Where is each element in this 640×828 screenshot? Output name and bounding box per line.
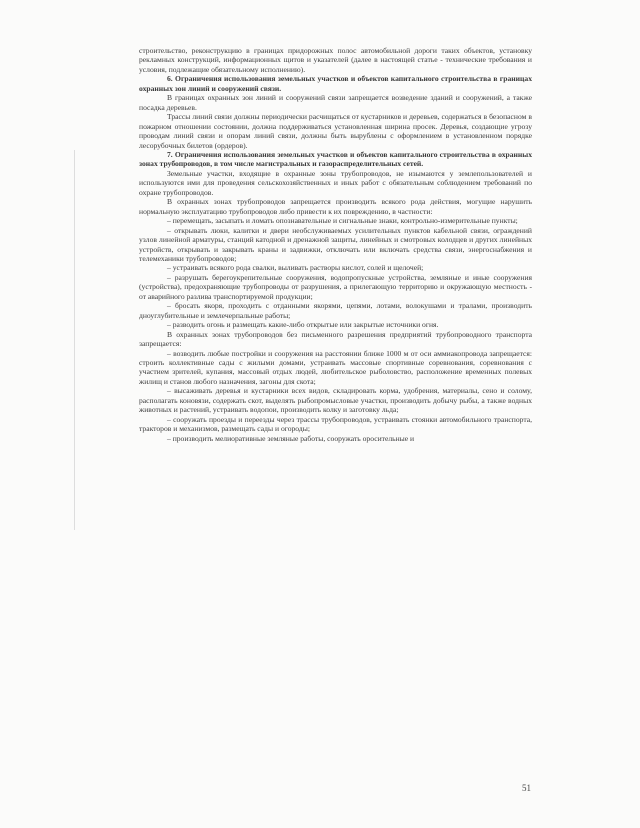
page-number: 51 (522, 783, 531, 793)
paragraph: В границах охранных зон линий и сооружений связи запрещается возведение зданий и сооружений, а также посадка деревьев. (139, 93, 532, 112)
paragraph: – бросать якоря, проходить с отданными якорями, цепями, лотами, волокушами и тралами, производить дноуглубительные и землечерпальные работы; (139, 301, 532, 320)
paragraph: – сооружать проезды и переезды через трассы трубопроводов, устраивать стоянки автомобильного транспорта, тракторов и механизмов, размещать сады и огороды; (139, 414, 532, 434)
paragraph: – устраивать всякого рода свалки, выливать растворы кислот, солей и щелочей; (167, 263, 424, 273)
section-heading: 7. Ограничения использования земельных участков и объектов капитального строительства в охранных зонах трубопроводов, в том числе магистральных и газораспределительных сетей. (139, 149, 532, 169)
paragraph: – производить мелиоративные земляные работы, сооружать оросительные и (167, 433, 415, 443)
paragraph: – перемещать, засыпать и ломать опознавательные и сигнальные знаки, контрольно-измерительные пункты; (167, 216, 518, 226)
paragraph: – разрушать берегоукрепительные сооружения, водопропускные устройства, земляные и иные сооружения (устройства), предохраняющие трубопроводы от разрушения, а прилегающую территорию и окружающую местность - от аварийного разлива транспортируемой продукции; (139, 272, 532, 301)
paragraph: – открывать люки, калитки и двери необслуживаемых усилительных пунктов кабельной связи, ограждений узлов линейной арматуры, станций катодной и дренажной защиты, линейных и смотровых колодцев и других линейных устройств, открывать и закрывать краны и задвижки, отключать или включать средства связи, энергоснабжения и телемеханики трубопроводов; (139, 225, 532, 263)
paragraph: В охранных зонах трубопроводов без письменного разрешения предприятий трубопроводного транспорта запрещается: (139, 329, 532, 349)
paragraph: – возводить любые постройки и сооружения на расстоянии ближе 1000 м от оси аммиакопровода запрещается: строить коллективные сады с жилыми домами, устраивать массовые спортивные соревнования, соревнования с участием зрителей, купания, массовый отдых людей, любительское рыболовство, расположение временных полевых жилищ и станов любого назначения, загоны для скота; (139, 348, 532, 386)
scan-edge-line (74, 150, 75, 530)
paragraph: строительство, реконструкцию в границах придорожных полос автомобильной дороги таких объектов, установку рекламных конструкций, информационных щитов и указателей (далее в настоящей статье - технические требования и условия, подлежащие обязательному исполнению). (139, 46, 532, 74)
paragraph: В охранных зонах трубопроводов запрещается производить всякого рода действия, могущие нарушить нормальную эксплуатацию трубопроводов либо привести к их повреждению, в частности: (139, 197, 532, 216)
paragraph: – высаживать деревья и кустарники всех видов, складировать корма, удобрения, материалы, сено и солому, располагать коновязи, содержать скот, выделять рыбопромысловые участки, производить добычу рыбы, а также водных животных и растений, устраивать водопои, производить колку и заготовку льда; (139, 386, 532, 415)
paragraph: – разводить огонь и размещать какие-либо открытые или закрытые источники огня. (167, 320, 439, 330)
paragraph: Трассы линий связи должны периодически расчищаться от кустарников и деревьев, содержаться в безопасном в пожарном отношении состоянии, должна поддерживаться установленная ширина просек. Деревья, создающие угрозу проводам линий связи и опорам линий связи, должны быть вырублены с оформлением в установленном порядке лесорубочных билетов (ордеров). (139, 112, 532, 150)
paragraph: Земельные участки, входящие в охранные зоны трубопроводов, не изымаются у землепользователей и используются ими для проведения сельскохозяйственных и иных работ с обязательным соблюдением требований по охране трубопроводов. (139, 168, 532, 197)
document-text-column (139, 46, 532, 443)
section-heading: 6. Ограничения использования земельных участков и объектов капитального строительства в границах охранных зон линий и сооружений связи. (139, 74, 532, 93)
